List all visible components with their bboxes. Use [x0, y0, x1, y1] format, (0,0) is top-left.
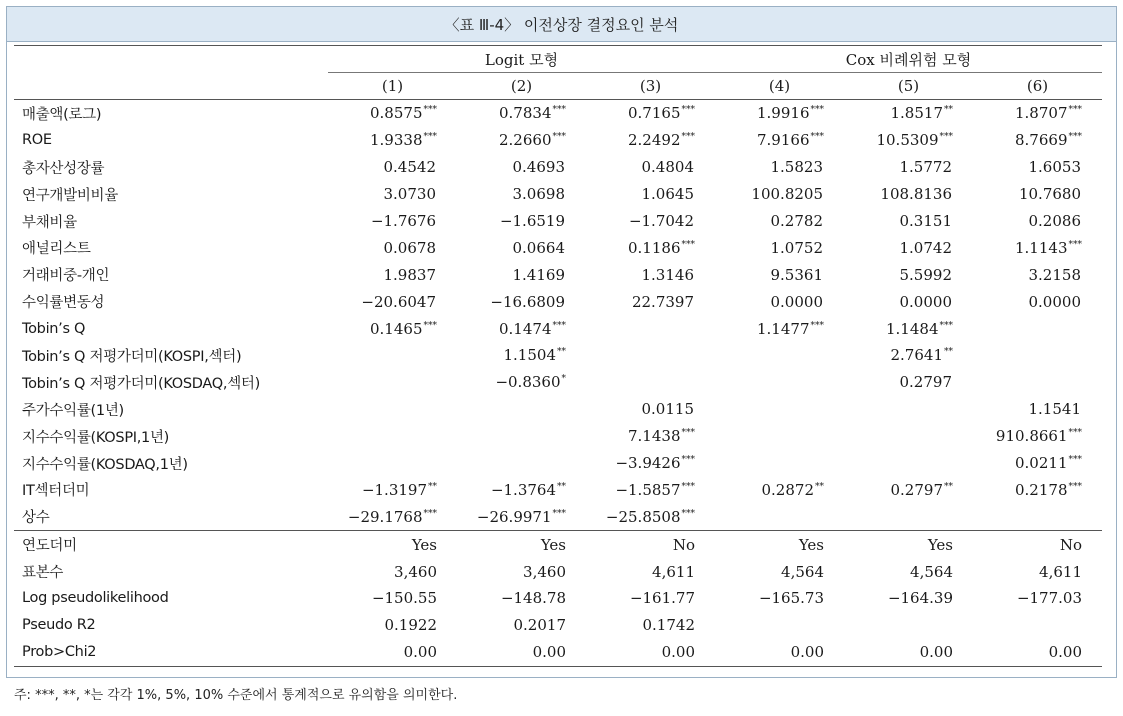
table-row [14, 100, 1102, 127]
stats-label: Pseudo R2 [22, 617, 96, 634]
table-cell [328, 127, 457, 154]
cell-value: 1.9916 [757, 104, 810, 123]
table-row [14, 476, 1102, 503]
table-cell [328, 369, 457, 396]
table-cell [715, 396, 844, 423]
row-label: IT섹터더미 [22, 483, 90, 500]
stats-label: 표본수 [22, 565, 64, 582]
table-cell [844, 369, 973, 396]
stats-cell: 0.00 [328, 639, 457, 666]
stats-cell: −177.03 [1016, 589, 1082, 608]
cell-value: −1.3764 [490, 480, 556, 499]
significance-stars: *** [681, 481, 695, 492]
table-cell [457, 261, 586, 288]
cell-value: 0.4804 [641, 158, 694, 177]
table-cell [586, 127, 715, 154]
table-cell [457, 154, 586, 181]
significance-stars: *** [552, 105, 566, 116]
table-cell [715, 127, 844, 154]
stats-cell: 0.00 [973, 639, 1102, 666]
table-cell [457, 450, 586, 477]
table-row [14, 369, 1102, 396]
significance-stars: ** [944, 105, 953, 116]
table-cell [457, 100, 586, 127]
table-cell [715, 476, 844, 503]
table-cell [973, 154, 1102, 181]
cell-value: 0.0000 [899, 292, 952, 311]
row-label: 매출액(로그) [22, 106, 102, 123]
table-cell [973, 315, 1102, 342]
significance-stars: ** [944, 347, 953, 358]
table-cell [973, 503, 1102, 530]
significance-stars: *** [939, 320, 953, 331]
table-cell [715, 503, 844, 530]
significance-stars: *** [810, 320, 824, 331]
table-cell [457, 476, 586, 503]
cell-value: 1.0742 [899, 238, 952, 257]
cell-value: 1.1477 [757, 319, 810, 338]
stats-cell: −150.55 [371, 589, 437, 608]
table-cell [715, 261, 844, 288]
table-cell [844, 423, 973, 450]
cell-value: 5.5992 [899, 265, 952, 284]
significance-stars: *** [681, 105, 695, 116]
table-cell [715, 450, 844, 477]
stats-cell [973, 612, 1102, 639]
significance-stars: *** [681, 428, 695, 439]
cell-value: 1.1484 [886, 319, 939, 338]
cell-value: 0.0211 [1015, 454, 1068, 473]
significance-stars: *** [681, 508, 695, 519]
cell-value: −29.1768 [347, 507, 423, 526]
table-cell [715, 423, 844, 450]
table-cell [328, 208, 457, 235]
table-cell [457, 127, 586, 154]
row-label: 부채비율 [22, 214, 77, 231]
table-row [14, 181, 1102, 208]
stats-cell: Yes [328, 531, 457, 558]
table-row [14, 154, 1102, 181]
table-cell [457, 423, 586, 450]
significance-stars: ** [557, 481, 566, 492]
group-header-row [14, 46, 1102, 73]
significance-stars: *** [552, 508, 566, 519]
table-cell [586, 261, 715, 288]
table-cell [844, 396, 973, 423]
table-cell [328, 181, 457, 208]
table-cell [328, 100, 457, 127]
cell-value: 7.1438 [628, 427, 681, 446]
table-cell [586, 450, 715, 477]
table-cell [457, 503, 586, 530]
cell-value: 1.5772 [899, 158, 952, 177]
table-cell [973, 208, 1102, 235]
stats-cell: 4,564 [781, 562, 824, 581]
table-cell [328, 396, 457, 423]
cell-value: −1.5857 [615, 480, 681, 499]
cell-value: 0.1465 [370, 319, 423, 338]
cell-value: 0.2797 [899, 373, 952, 392]
table-cell [844, 154, 973, 181]
cell-value: 0.8575 [370, 104, 423, 123]
stats-cell: −148.78 [500, 589, 566, 608]
table-body [14, 100, 1102, 667]
column-header: (3) [586, 73, 715, 100]
table-title: 〈표 Ⅲ-4〉 이전상장 결정요인 분석 [7, 7, 1116, 42]
table-cell [586, 369, 715, 396]
table-cell [973, 234, 1102, 261]
table-cell [715, 181, 844, 208]
cell-value: 1.0752 [770, 238, 823, 257]
table-cell [586, 503, 715, 530]
table-cell [715, 100, 844, 127]
significance-stars: *** [423, 508, 437, 519]
stats-cell: Yes [457, 531, 586, 558]
stats-cell [715, 612, 844, 639]
cell-value: 0.2178 [1015, 480, 1068, 499]
table-cell [328, 503, 457, 530]
stats-cell: −165.73 [758, 589, 824, 608]
stats-cell: 0.1922 [384, 616, 437, 635]
table-cell [844, 100, 973, 127]
table-cell [973, 100, 1102, 127]
stats-row [14, 639, 1102, 666]
row-label: Tobin’s Q 저평가더미(KOSDAQ,섹터) [22, 375, 260, 392]
cell-value: 108.8136 [880, 185, 952, 204]
cell-value: −16.6809 [490, 292, 565, 311]
table-cell [328, 234, 457, 261]
stats-row [14, 531, 1102, 558]
row-label: 지수수익률(KOSDAQ,1년) [22, 456, 188, 473]
stats-cell: No [586, 531, 715, 558]
table-cell [715, 342, 844, 369]
column-header: (1) [328, 73, 457, 100]
table-cell [973, 288, 1102, 315]
cell-value: 1.0645 [641, 185, 694, 204]
cell-value: 3.2158 [1028, 265, 1081, 284]
cell-value: 0.7834 [499, 104, 552, 123]
cell-value: 0.3151 [899, 212, 952, 230]
cell-value: 2.2492 [628, 131, 681, 150]
table-row [14, 127, 1102, 154]
stats-label: Log pseudolikelihood [22, 590, 169, 607]
stats-cell: 0.1742 [642, 616, 695, 635]
cell-value: −1.3197 [361, 480, 427, 499]
table-cell [973, 181, 1102, 208]
column-header: (5) [844, 73, 973, 100]
table-row [14, 234, 1102, 261]
significance-stars: *** [681, 132, 695, 143]
cell-value: 0.2782 [770, 212, 823, 230]
stats-cell: 0.00 [844, 639, 973, 666]
significance-stars: *** [423, 132, 437, 143]
cell-value: 1.8707 [1015, 104, 1068, 123]
cell-value: 0.0115 [641, 400, 694, 419]
cell-value: 1.1143 [1015, 238, 1068, 257]
cell-value: 2.7641 [890, 346, 943, 365]
cell-value: 1.4169 [512, 265, 565, 284]
significance-stars: *** [1068, 132, 1082, 143]
table-row [14, 450, 1102, 477]
cell-value: 0.0000 [1028, 292, 1081, 311]
stats-cell: 4,564 [910, 562, 953, 581]
cox-group-header: Cox 비례위험 모형 [715, 46, 1102, 73]
cell-value: 1.1504 [503, 346, 556, 365]
table-cell [328, 288, 457, 315]
stats-row [14, 558, 1102, 585]
cell-value: 1.5823 [770, 158, 823, 177]
cell-value: −3.9426 [615, 454, 681, 473]
cell-value: 0.2872 [761, 480, 814, 499]
cell-value: 7.9166 [757, 131, 810, 150]
table-cell [844, 181, 973, 208]
table-cell [973, 396, 1102, 423]
table-cell [328, 450, 457, 477]
significance-stars: * [561, 374, 566, 385]
table-cell [844, 476, 973, 503]
table-cell [586, 476, 715, 503]
table-cell [328, 261, 457, 288]
stats-cell: 0.00 [586, 639, 715, 666]
stats-cell: −161.77 [629, 589, 695, 608]
cell-value: 1.1541 [1028, 400, 1081, 419]
table-cell [844, 261, 973, 288]
table-cell [973, 423, 1102, 450]
cell-value: 0.0664 [512, 238, 565, 257]
table-cell [844, 342, 973, 369]
cell-value: 3.0698 [512, 185, 565, 204]
significance-stars: *** [423, 320, 437, 331]
significance-stars: *** [1068, 481, 1082, 492]
cell-value: 0.4542 [383, 158, 436, 177]
stats-cell: 3,460 [523, 562, 566, 581]
table-cell [715, 154, 844, 181]
cell-value: 0.1474 [499, 319, 552, 338]
table-cell [586, 288, 715, 315]
table-cell [973, 450, 1102, 477]
column-header: (6) [973, 73, 1102, 100]
header-blank [14, 46, 328, 73]
significance-stars: *** [1068, 239, 1082, 250]
cell-value: 1.3146 [641, 265, 694, 284]
table-cell [973, 342, 1102, 369]
cell-value: 1.8517 [890, 104, 943, 123]
table-cell [328, 154, 457, 181]
table-row [14, 208, 1102, 235]
table-cell [715, 369, 844, 396]
stats-cell: 0.00 [715, 639, 844, 666]
significance-stars: *** [1068, 105, 1082, 116]
table-cell [457, 342, 586, 369]
cell-value: −0.8360 [495, 373, 561, 392]
table-cell [715, 234, 844, 261]
table-cell [457, 315, 586, 342]
table-cell [328, 476, 457, 503]
table-cell [586, 423, 715, 450]
table-cell [586, 100, 715, 127]
table-row [14, 315, 1102, 342]
cell-value: −1.6519 [499, 212, 565, 230]
stats-cell: No [973, 531, 1102, 558]
table-cell [586, 342, 715, 369]
stats-cell: 0.00 [457, 639, 586, 666]
cell-value: 0.0678 [383, 238, 436, 257]
table-row [14, 396, 1102, 423]
table-cell [586, 181, 715, 208]
table-cell [844, 450, 973, 477]
cell-value: 2.2660 [499, 131, 552, 150]
table-cell [328, 342, 457, 369]
cell-value: 9.5361 [770, 265, 823, 284]
row-label: 수익률변동성 [22, 295, 105, 312]
stats-row [14, 585, 1102, 612]
column-header-row [14, 73, 1102, 100]
cell-value: −20.6047 [361, 292, 436, 311]
table-cell [586, 154, 715, 181]
cell-value: 3.0730 [383, 185, 436, 204]
significance-stars: *** [681, 239, 695, 250]
cell-value: 0.7165 [628, 104, 681, 123]
table-cell [457, 181, 586, 208]
row-label: 총자산성장률 [22, 160, 105, 177]
table-cell [715, 208, 844, 235]
table-row [14, 423, 1102, 450]
stats-cell: 0.2017 [513, 616, 566, 635]
cell-value: 10.5309 [876, 131, 939, 150]
row-label: 거래비중-개인 [22, 268, 110, 285]
significance-stars: *** [810, 132, 824, 143]
significance-stars: *** [939, 132, 953, 143]
table-row [14, 288, 1102, 315]
cell-value: 0.2086 [1028, 212, 1081, 230]
significance-stars: *** [681, 455, 695, 466]
significance-stars: *** [810, 105, 824, 116]
significance-stars: *** [1068, 428, 1082, 439]
significance-stars: *** [552, 132, 566, 143]
cell-value: 0.1186 [628, 238, 681, 257]
table-cell [328, 315, 457, 342]
table-cell [586, 396, 715, 423]
table-cell [586, 208, 715, 235]
cell-value: 1.6053 [1028, 158, 1081, 177]
column-header: (2) [457, 73, 586, 100]
significance-stars: *** [552, 320, 566, 331]
cell-value: 22.7397 [631, 292, 694, 311]
cell-value: 1.9837 [383, 265, 436, 284]
logit-group-header: Logit 모형 [328, 46, 715, 73]
row-label: 애널리스트 [22, 241, 91, 258]
table-row [14, 503, 1102, 530]
cell-value: 8.7669 [1015, 131, 1068, 150]
table-cell [328, 423, 457, 450]
cell-value: 1.9338 [370, 131, 423, 150]
table-row [14, 342, 1102, 369]
significance-stars: *** [423, 105, 437, 116]
row-label: ROE [22, 132, 52, 149]
table-cell [586, 315, 715, 342]
cell-value: 10.7680 [1018, 185, 1081, 204]
stats-cell: 3,460 [394, 562, 437, 581]
cell-value: −1.7676 [370, 212, 436, 230]
row-label: 상수 [22, 510, 50, 527]
table-cell [844, 127, 973, 154]
stats-label: 연도더미 [14, 531, 328, 558]
table-cell [844, 315, 973, 342]
stats-cell: Yes [715, 531, 844, 558]
stats-cell: 4,611 [652, 562, 695, 581]
row-label: Tobin’s Q 저평가더미(KOSPI,섹터) [22, 348, 242, 365]
row-label: 연구개발비비율 [22, 187, 118, 204]
significance-stars: *** [1068, 455, 1082, 466]
stats-cell [844, 612, 973, 639]
row-label: 주가수익률(1년) [22, 402, 124, 419]
regression-table [14, 45, 1102, 667]
significance-stars: ** [428, 481, 437, 492]
cell-value: 0.0000 [770, 292, 823, 311]
stats-row [14, 612, 1102, 639]
row-label: Tobin’s Q [22, 320, 86, 337]
cell-value: 0.2797 [890, 480, 943, 499]
row-label: 지수수익률(KOSPI,1년) [22, 429, 170, 446]
table-cell [973, 127, 1102, 154]
cell-value: 0.4693 [512, 158, 565, 177]
significance-stars: ** [815, 481, 824, 492]
stats-cell: −164.39 [887, 589, 953, 608]
table-cell [457, 234, 586, 261]
stats-cell: 4,611 [1039, 562, 1082, 581]
table-cell [973, 476, 1102, 503]
table-cell [844, 208, 973, 235]
table-cell [457, 369, 586, 396]
table-cell [715, 315, 844, 342]
table-cell [457, 396, 586, 423]
table-cell [973, 369, 1102, 396]
table-cell [973, 261, 1102, 288]
table-cell [715, 288, 844, 315]
cell-value: −1.7042 [628, 212, 694, 230]
cell-value: −25.8508 [605, 507, 681, 526]
table-row [14, 261, 1102, 288]
table-cell [844, 234, 973, 261]
table-cell [844, 503, 973, 530]
significance-stars: ** [944, 481, 953, 492]
cell-value: 910.8661 [995, 427, 1068, 446]
table-cell [586, 234, 715, 261]
table-cell [457, 288, 586, 315]
header-blank [14, 73, 328, 100]
cell-value: 100.8205 [751, 185, 823, 204]
footnote: 주: ***, **, *는 각각 1%, 5%, 10% 수준에서 통계적으로 유의함을 의미한다. [14, 688, 458, 703]
cell-value: −26.9971 [476, 507, 552, 526]
significance-stars: ** [557, 347, 566, 358]
column-header: (4) [715, 73, 844, 100]
table-cell [457, 208, 586, 235]
table-cell [844, 288, 973, 315]
stats-label: Prob>Chi2 [14, 639, 328, 666]
stats-cell: Yes [844, 531, 973, 558]
